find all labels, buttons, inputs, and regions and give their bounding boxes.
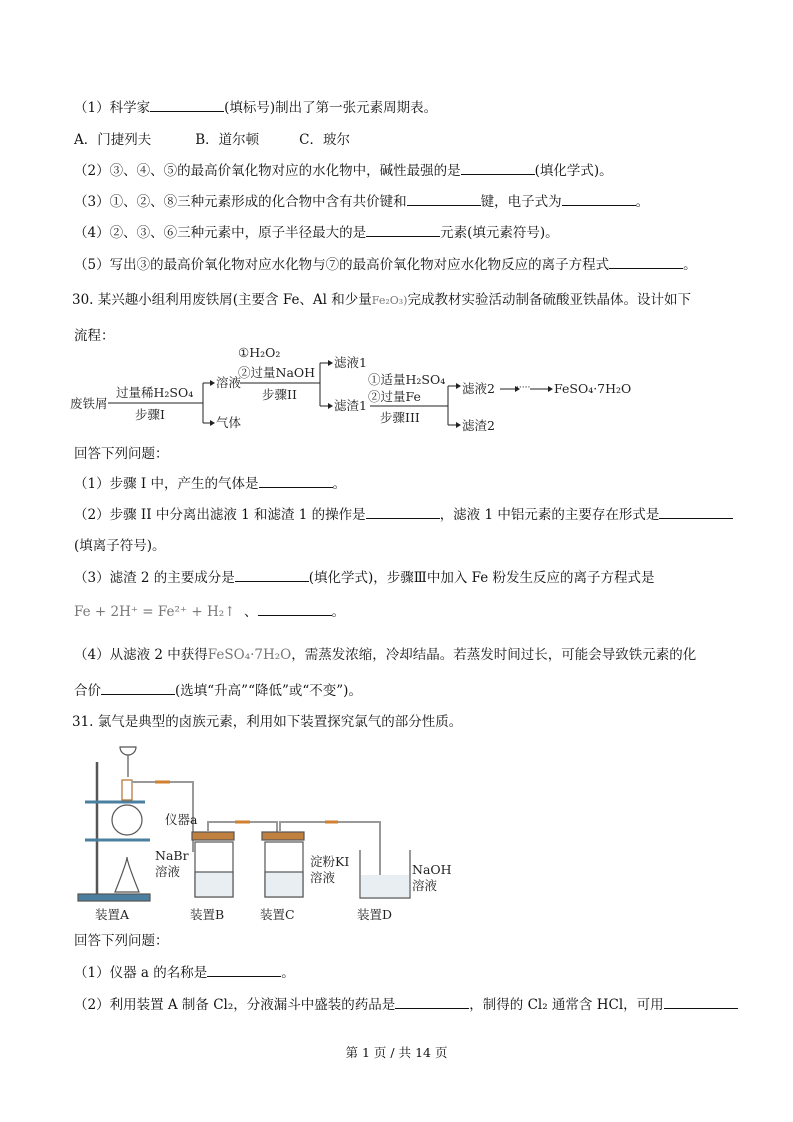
text: （1）科学家	[74, 100, 151, 116]
flow-product: FeSO₄·7H₂O	[554, 381, 632, 396]
text: 。	[332, 476, 347, 492]
answer-blank[interactable]	[609, 254, 683, 269]
q30-1	[74, 472, 346, 492]
q30-3-eq	[74, 600, 345, 620]
flow-start: 废铁屑	[70, 396, 108, 411]
q29-5	[74, 253, 697, 273]
q29-options	[74, 128, 350, 148]
label-device-d: 装置D	[357, 907, 393, 922]
answer-blank[interactable]	[366, 222, 440, 237]
text: （1）仪器 a 的名称是	[74, 965, 208, 981]
answer-blank[interactable]	[150, 97, 224, 112]
flow-gas: 气体	[216, 415, 242, 430]
label-solution: 溶液	[310, 870, 336, 885]
text: 合价	[74, 683, 101, 699]
q29-4	[74, 221, 559, 241]
answer-blank[interactable]	[562, 191, 636, 206]
text: 30. 某兴趣小组利用废铁屑(主要含 Fe、Al 和少量	[72, 292, 372, 308]
flow-residue-2: 滤渣2	[462, 418, 495, 433]
option-a: A．门捷列夫	[74, 132, 152, 148]
label-device-a: 装置A	[95, 907, 130, 922]
apparatus-diagram	[70, 742, 460, 924]
answer-blank[interactable]	[101, 680, 175, 695]
text: （3）①、②、⑧三种元素形成的化合物中含有共价键和	[74, 194, 407, 210]
option-c: C．玻尔	[299, 132, 351, 148]
answer-blank[interactable]	[258, 601, 332, 616]
flow-step-3: 步骤III	[380, 410, 420, 425]
answer-blank[interactable]	[235, 567, 309, 582]
flow-dots: ·····	[516, 383, 531, 393]
q30-answer-heading: 回答下列问题：	[74, 446, 169, 462]
text: (填标号)制出了第一张元素周期表。	[224, 100, 438, 116]
label-nabr: NaBr	[155, 848, 189, 863]
flow-solution: 溶液	[216, 375, 242, 390]
q30-2	[74, 503, 733, 523]
answer-blank[interactable]	[366, 504, 440, 519]
label-solution: 溶液	[155, 864, 181, 879]
text: ，需蒸发浓缩，冷却结晶。若蒸发时间过长，可能会导致铁元素的化	[291, 647, 697, 663]
q29-1	[74, 96, 437, 116]
q29-3	[74, 190, 649, 210]
answer-blank[interactable]	[207, 962, 281, 977]
text: （5）写出③的最高价氧化物对应水化物与⑦的最高价氧化物对应水化物反应的离子方程式	[74, 257, 610, 273]
flow-reagent-3b: ②过量Fe	[368, 389, 421, 404]
label-device-c: 装置C	[260, 907, 295, 922]
text: (填化学式)。	[534, 163, 613, 179]
q30-stem	[72, 288, 691, 308]
flow-reagent-3a: ①适量H₂SO₄	[368, 372, 446, 387]
q31-answer-heading: 回答下列问题：	[74, 933, 169, 949]
q30-4	[74, 643, 696, 663]
text: （1）步骤 I 中，产生的气体是	[74, 476, 259, 492]
answer-blank[interactable]	[659, 504, 733, 519]
text: (选填“升高”“降低”或“不变”)。	[175, 683, 362, 699]
text: 。	[331, 604, 346, 620]
text: 。	[635, 194, 650, 210]
text: 。	[281, 965, 295, 981]
text: (填化学式)，步骤Ⅲ中加入 Fe 粉发生反应的离子方程式是	[308, 570, 655, 586]
text: 完成教材实验活动制备硫酸亚铁晶体。设计如下	[407, 292, 691, 308]
flow-filtrate-1: 滤液1	[334, 355, 367, 370]
text: （3）滤渣 2 的主要成分是	[74, 570, 235, 586]
equation: Fe + 2H⁺ = Fe²⁺ + H₂↑	[74, 604, 236, 620]
q30-4b	[74, 679, 362, 699]
text: （2）利用装置 A 制备 Cl₂，分液漏斗中盛装的药品是	[74, 997, 396, 1013]
q29-2	[74, 159, 613, 179]
q31-2	[74, 993, 738, 1013]
text: ，制得的 Cl₂ 通常含 HCl，可用	[469, 997, 664, 1013]
formula: FeSO₄·7H₂O	[207, 647, 292, 663]
text: （4）从滤液 2 中获得	[74, 647, 208, 663]
q30-2b: (填离子符号)。	[74, 538, 166, 554]
formula: Fe₂O₃)	[371, 294, 408, 307]
text: （2）③、④、⑤的最高价氧化物对应的水化物中，碱性最强的是	[74, 163, 461, 179]
q30-stem-2: 流程：	[74, 328, 115, 344]
flow-reagent-2b: ②过量NaOH	[238, 365, 316, 380]
flow-diagram	[70, 343, 650, 435]
label-starch-ki: 淀粉KI	[310, 854, 350, 869]
label-device-b: 装置B	[190, 907, 225, 922]
q30-3	[74, 566, 655, 586]
flow-step-2: 步骤II	[262, 387, 297, 402]
flow-step-1: 步骤I	[135, 407, 165, 422]
text: 键，电子式为	[480, 194, 562, 210]
label-naoh: NaOH	[412, 862, 452, 877]
text: 、	[244, 604, 258, 620]
q31-1	[74, 961, 295, 981]
label-solution: 溶液	[412, 878, 438, 893]
option-b: B．道尔顿	[195, 132, 260, 148]
text: （4）②、③、⑥三种元素中，原子半径最大的是	[74, 225, 367, 241]
answer-blank[interactable]	[395, 994, 469, 1009]
flow-residue-1: 滤渣1	[334, 398, 367, 413]
answer-blank[interactable]	[461, 160, 535, 175]
flow-reagent-1: 过量稀H₂SO₄	[116, 385, 194, 400]
answer-blank[interactable]	[664, 994, 738, 1009]
text: ，滤液 1 中铝元素的主要存在形式是	[439, 507, 660, 523]
answer-blank[interactable]	[259, 473, 333, 488]
q31-stem: 31. 氯气是典型的卤族元素，利用如下装置探究氯气的部分性质。	[72, 714, 463, 730]
answer-blank[interactable]	[407, 191, 481, 206]
flow-filtrate-2: 滤液2	[462, 381, 495, 396]
text: 。	[683, 257, 697, 273]
label-apparatus-a: 仪器a	[165, 812, 198, 827]
page-footer: 第 1 页 / 共 14 页	[345, 1045, 448, 1060]
flow-reagent-2a: ①H₂O₂	[238, 345, 281, 360]
text: 元素(填元素符号)。	[440, 225, 559, 241]
text: （2）步骤 II 中分离出滤液 1 和滤渣 1 的操作是	[74, 507, 366, 523]
